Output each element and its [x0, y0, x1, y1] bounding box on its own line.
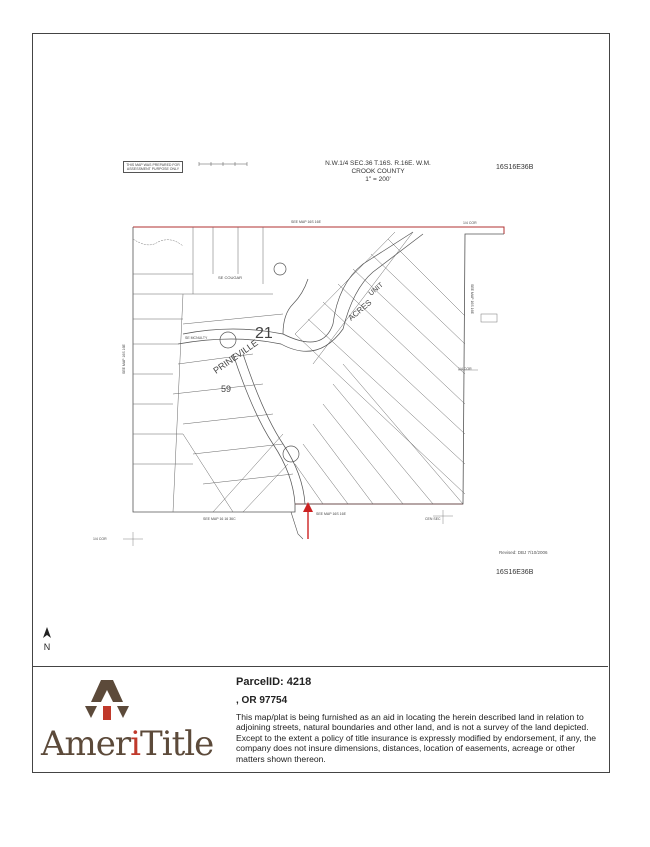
scale-bar: [199, 162, 247, 166]
street-acres: ACRES: [346, 297, 374, 323]
road-stub: [291, 512, 303, 539]
lot-lines: [133, 227, 465, 512]
map-title-line2: CROOK COUNTY: [351, 168, 405, 175]
north-arrow-icon: [41, 626, 53, 640]
section-boundary: [133, 227, 504, 234]
cul-de-sac-west: [220, 332, 236, 348]
section-number: 21: [255, 325, 273, 342]
logo-mark-icon: [41, 672, 231, 732]
parcel-id: ParcelID: 4218: [236, 676, 312, 688]
reference-box: [481, 314, 497, 322]
see-map-top: SEE MAP 16S 16E: [291, 220, 321, 224]
creek-line: [133, 239, 183, 246]
street-se-mcnulty: SE MCNULTY: [185, 336, 208, 340]
map-title-line1: N.W.1/4 SEC.36 T.16S. R.16E. W.M.: [325, 160, 431, 167]
logo-text-end: Title: [140, 724, 214, 764]
quarter-corner-right: 1/4 COR: [458, 367, 472, 371]
north-arrow: [41, 626, 53, 652]
logo-text-accent: i: [130, 724, 141, 764]
map-scale: 1" = 200': [365, 176, 391, 183]
block-number: 59: [221, 384, 232, 394]
see-map-left: SEE MAP 16S 16E: [122, 344, 126, 374]
ameritile-logo: [41, 672, 231, 764]
map-id-top: 16S16E36B: [496, 164, 534, 171]
map-frame: [32, 33, 610, 773]
parcel-address: , OR 97754: [236, 695, 288, 706]
street-unit: UNIT: [367, 281, 385, 298]
parcel-pointer-arrow: [303, 502, 313, 539]
street-cougar: SE COUGAR: [218, 275, 243, 280]
cul-de-sac-south: [283, 446, 299, 462]
map-area: [33, 34, 608, 666]
street-prineville: PRINEVILLE: [211, 337, 260, 376]
disclaimer-text: This map/plat is being furnished as an aid in locating the herein described land in relation to adjoining streets, natural boundaries and other land, and is not a survey of the land depicted. Except to the extent a policy of title insurance is expressly modified by endorsement, if any, the company does not insure dimensions, distances, location of easements, acreage or other matters shown thereon.: [236, 712, 597, 764]
revised-note: Revised: DBJ 7/10/2006: [499, 550, 548, 555]
cul-de-sac-north: [274, 263, 286, 275]
see-map-bottom: SEE MAP 16 16 36C: [203, 517, 236, 521]
quarter-corner-top: 1/4 COR: [463, 221, 477, 225]
panel-divider: [33, 666, 608, 667]
logo-wordmark: [41, 724, 231, 764]
info-panel: [33, 668, 608, 772]
see-map-bottom2: SEE MAP 16S 16E: [316, 512, 346, 516]
map-id-bottom: 16S16E36B: [496, 569, 534, 576]
see-map-right: SEE MAP 16S 16E: [470, 284, 474, 314]
center-section: CEN SEC: [425, 517, 441, 521]
parcel-outline: [133, 227, 504, 512]
logo-text-main: Amer: [41, 724, 131, 764]
assessment-note: THIS MAP WAS PREPARED FOR ASSESSMENT PURPOSE ONLY: [123, 161, 183, 173]
north-label: N: [43, 642, 51, 652]
quarter-corner-left: 1/4 COR: [93, 537, 107, 541]
